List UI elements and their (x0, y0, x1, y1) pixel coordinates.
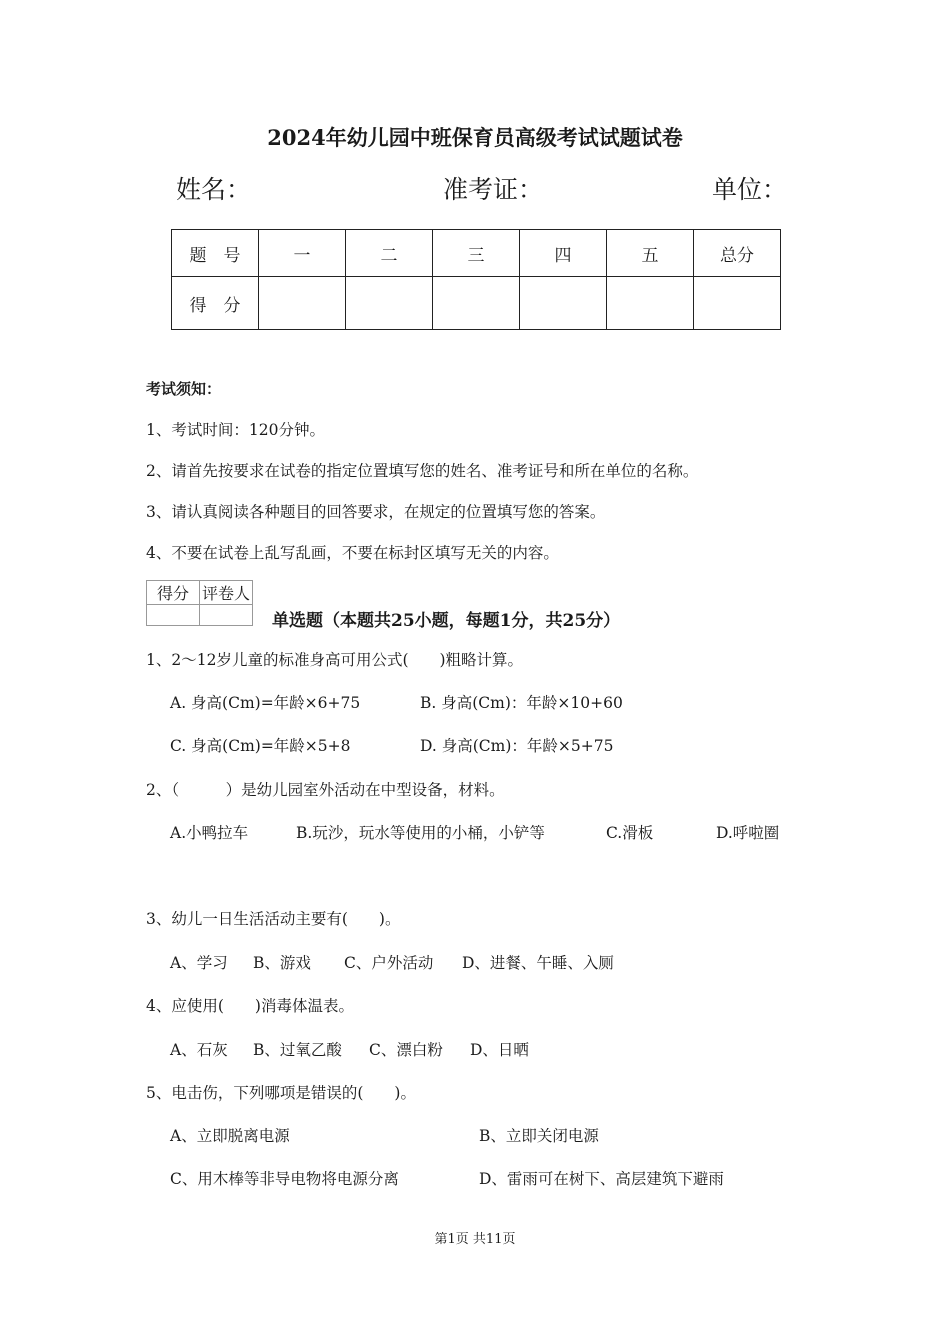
q2-option-b[interactable]: B.玩沙，玩水等使用的小桶，小铲等 (296, 824, 545, 842)
score-header-label: 题 号 (172, 230, 259, 277)
score-header-1: 一 (259, 230, 346, 277)
note-item: 4、不要在试卷上乱写乱画，不要在标封区填写无关的内容。 (146, 544, 559, 562)
q5-option-a[interactable]: A、立即脱离电源 (170, 1127, 290, 1145)
score-cell-2[interactable] (346, 277, 433, 330)
q5-option-d[interactable]: D、雷雨可在树下、高层建筑下避雨 (479, 1170, 724, 1188)
q2-option-c[interactable]: C.滑板 (606, 824, 654, 842)
q3-option-a[interactable]: A、学习 (170, 954, 228, 972)
q3-option-d[interactable]: D、进餐、午睡、入厕 (462, 954, 614, 972)
score-cell-1[interactable] (259, 277, 346, 330)
q4-option-b[interactable]: B、过氧乙酸 (253, 1041, 342, 1059)
q1-option-d[interactable]: D. 身高(Cm)：年龄×5+75 (420, 737, 614, 755)
q3-option-b[interactable]: B、游戏 (253, 954, 311, 972)
q4-option-d[interactable]: D、日晒 (470, 1041, 529, 1059)
grader-reviewer-cell[interactable] (200, 605, 253, 626)
q5-option-c[interactable]: C、用木棒等非导电物将电源分离 (170, 1170, 399, 1188)
q4-option-c[interactable]: C、漂白粉 (369, 1041, 443, 1059)
score-table-score-row (172, 277, 781, 330)
grader-score-cell[interactable] (147, 605, 200, 626)
notes-title: 考试须知： (146, 380, 222, 398)
note-item: 3、请认真阅读各种题目的回答要求，在规定的位置填写您的答案。 (146, 503, 606, 521)
score-cell-total[interactable] (694, 277, 781, 330)
page-footer: 第1页 共11页 (434, 1232, 516, 1247)
score-header-total: 总分 (694, 230, 781, 277)
q3-option-c[interactable]: C、户外活动 (344, 954, 434, 972)
question-stem-4: 4、应使用( )消毒体温表。 (146, 997, 354, 1015)
grader-box (146, 580, 253, 626)
q5-option-b[interactable]: B、立即关闭电源 (479, 1127, 599, 1145)
question-stem-3: 3、幼儿一日生活活动主要有( )。 (146, 910, 401, 928)
score-table-header-row (172, 230, 781, 277)
question-stem-5: 5、电击伤，下列哪项是错误的( )。 (146, 1084, 416, 1102)
q2-option-d[interactable]: D.呼啦圈 (716, 824, 780, 842)
unit-field-label: 单位： (712, 175, 788, 204)
note-item: 1、考试时间：120分钟。 (146, 421, 325, 439)
question-stem-1: 1、2～12岁儿童的标准身高可用公式( )粗略计算。 (146, 651, 524, 669)
exam-title: 2024年幼儿园中班保育员高级考试试题试卷 (267, 125, 683, 150)
grader-score-label: 得分 (147, 581, 200, 605)
section-title: 单选题（本题共25小题，每题1分，共25分） (272, 611, 621, 631)
score-header-5: 五 (607, 230, 694, 277)
q2-option-a[interactable]: A.小鸭拉车 (170, 824, 249, 842)
note-item: 2、请首先按要求在试卷的指定位置填写您的姓名、准考证号和所在单位的名称。 (146, 462, 699, 480)
score-table (171, 229, 781, 330)
q1-option-a[interactable]: A. 身高(Cm)=年龄×6+75 (170, 694, 361, 712)
q1-option-c[interactable]: C. 身高(Cm)=年龄×5+8 (170, 737, 351, 755)
exam-id-field-label: 准考证： (443, 175, 544, 204)
score-row-label: 得 分 (172, 277, 259, 330)
score-header-4: 四 (520, 230, 607, 277)
grader-reviewer-label: 评卷人 (200, 581, 253, 605)
score-cell-4[interactable] (520, 277, 607, 330)
score-header-3: 三 (433, 230, 520, 277)
q1-option-b[interactable]: B. 身高(Cm)：年龄×10+60 (420, 694, 623, 712)
score-header-2: 二 (346, 230, 433, 277)
score-cell-5[interactable] (607, 277, 694, 330)
score-cell-3[interactable] (433, 277, 520, 330)
q4-option-a[interactable]: A、石灰 (170, 1041, 228, 1059)
question-stem-2: 2、（ ）是幼儿园室外活动在中型设备，材料。 (146, 781, 505, 799)
name-field-label: 姓名： (176, 175, 252, 204)
